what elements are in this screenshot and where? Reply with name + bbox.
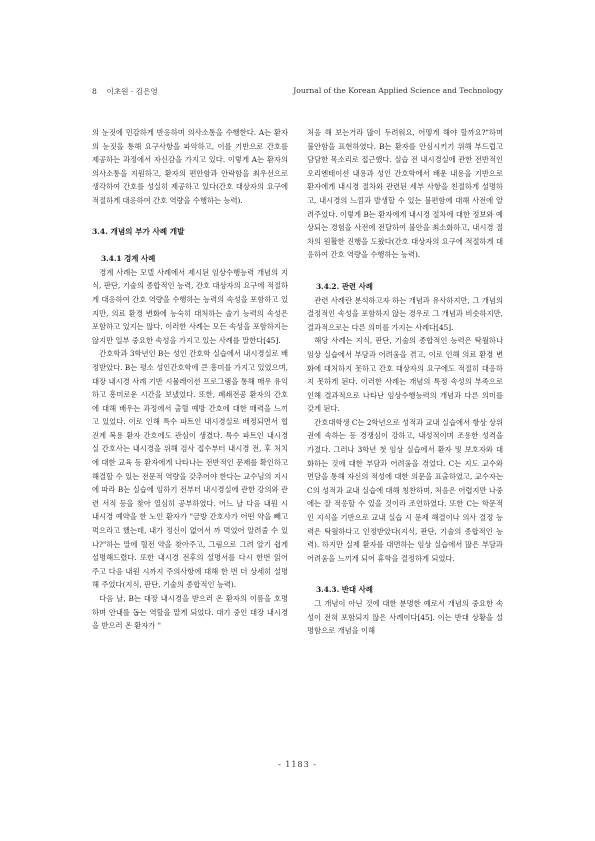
right-column [307,126,503,638]
left-paragraph-3: 간호학과 3학년인 B는 성인 간호학 실습에서 내시경실로 배정받았다. B는 평소 성인간호학에 큰 흥미를 가지고 있었으며, 대장 내시경 사례 기반 시뮬레이션 프로그램을 통해 매우 유익하고 흥미로운 시간을 보냈었다. 또한, 폐쇄전공 환자의 간호에 대해 배우는 과정에서 출혈 예방 간호에 대한 매력을 느끼고 있었다. 이로 인해 특수 파트인 내시경실로 배정되면서 협진계 복용 환자 간호에도 관심이 생겼다. 특수 파트인 내시경실 간호사는 내시경을 위해 검사 접수부터 내시경 전, 후 처치에 대한 교육 등 환자에게 나타나는 전반적인 문제를 확인하고 해결할 수 있는 전문적 역량을 갖추어야 한다는 교수님의 지시에 따라 B는 실습에 임하기 전부터 내시경실에 관한 강의와 관련 서적 등을 찾아 열심히 공부하였다. 어느 날 다음 내원 시 내시경 예약을 한 노인 환자가 "금방 간호사가 어떤 약을 빼고 먹으라고 했는데, 내가 정신이 없어서 까 먹었어 알려줄 수 있나?"하는 말에 혈전 약을 찾아주고, 그림으로 그려 알기 쉽게 설명해드렸다. 또한 내시경 전후의 설명서를 다시 한번 읽어 주고 다음 내원 시까지 주의사항에 대해 한 번 더 상세히 설명해 주었다(지식, 판단, 기술의 종합적인 능력). [92,349,288,590]
page-number: - 1183 - [278,760,317,769]
subsection-heading-related-case: 3.4.2. 관련 사례 [316,281,373,291]
right-paragraph-5: 그 개념이 아닌 것에 대한 분명한 예로서 개념의 중요한 속성이 전혀 포함되지 않은 사례이다[45]. 이는 반대 상황을 설명함으로 개념을 이해 [307,599,503,636]
right-paragraph-2: 관련 사례란 분석하고자 하는 개념과 유사하지만, 그 개념의 결정적인 속성을 포함하지 않는 경우로 그 개념과 비슷하지만, 결과적으로는 다른 의미를 가지는 사례다[45]. [307,295,503,332]
section-heading: 3.4. 개념의 부가 사례 개발 [92,226,185,236]
subsection-heading-boundary-case: 3.4.1 경계 사례 [101,254,156,264]
authors: 이초원 · 김은영 [106,87,158,96]
left-paragraph-2: 경계 사례는 모델 사례에서 제시된 임상수행능력 개념의 지식, 판단, 기술의 종합적인 능력, 간호 대상자의 요구에 적절하게 대응하여 간호 역량을 수행하는 능력의 속성을 포함하고 있지만, 의료 환경 변화에 능숙히 대처하는 술기 능력의 속성은 포함하고 있지는 않다. 이러한 사례는 모든 속성을 포함하지는 않지만 일부 중요한 속성을 가지고 있는 사례를 말한다[45]. [92,267,288,345]
left-paragraph-1: 의 눈짓에 민감하게 반응하며 의사소통을 수행한다. A는 환자의 눈짓을 통해 요구사항을 파악하고, 이를 기반으로 간호를 제공하는 과정에서 자신감을 가지고 있다. 이렇게 A는 환자의 의사소통을 지원하고, 환자의 편안함과 안락함을 최우선으로 생각하여 간호를 성실히 제공하고 있다(간호 대상자의 요구에 적절하게 대응하여 간호 역량을 수행하는 능력). [92,128,288,205]
running-head-left [92,86,158,97]
left-column [92,126,288,633]
right-paragraph-3: 해당 사례는 지식, 판단, 기술의 종합적인 능력은 탁월하나 임상 실습에서 부담과 어려움을 겪고, 이로 인해 의료 환경 변화에 대처하지 못하고 간호 대상자의 요구에도 적절히 대응하지 못하게 된다. 이러한 사례는 개념의 특정 속성의 부족으로 인해 결과적으로 나타난 임상수행능력의 개념과 다른 의미를 갖게 된다. [307,336,503,414]
journal-title: Journal of the Korean Applied Science and Technology [293,86,503,95]
subsection-heading-contrary-case: 3.4.3. 반대 사례 [316,585,373,595]
page-label: 8 [92,87,97,96]
right-paragraph-4: 간호대학생 C는 2학년으로 성적과 교내 실습에서 항상 상위권에 속하는 등 경쟁심이 강하고, 내성적이며 조용한 성격을 가졌다. 그러나 3학년 첫 임상 실습에서 환자 및 보호자와 대화하는 것에 대한 부담과 어려움을 겪었다. C는 지도 교수와 면담을 통해 자신의 적성에 대한 의문을 표출하였고, 교수자는 C의 성적과 교내 실습에 대해 칭찬하며, 처음은 어렵지만 나중에는 잘 적응할 수 있을 것이라 조언하였다. 또한 C는 학문적인 지식을 기반으로 교내 실습 시 문제 해결이나 의사 결정 능력은 탁월하다고 인정받았다(지식, 판단, 기술의 종합적인 능력). 하지만 실제 환자를 대면하는 임상 실습에서 많은 부담과 어려움을 느끼게 되어 휴학을 결정하게 되었다. [307,417,503,563]
right-paragraph-1: 처음 해 보는거라 많이 두려워요, 어떻게 해야 할까요?"하며 불안함을 표현하였다. B는 환자를 안심시키기 위해 부드럽고 담담한 목소리로 접근했다. 실습 전 내시경실에 관한 전반적인 오리엔테이션 내용과 성인 간호학에서 배운 내용을 기반으로 환자에게 내시경 절차와 관련된 세부 사항을 친절하게 설명하고, 내시경의 느낌과 발생할 수 있는 불편함에 대해 사전에 알려주었다. 이렇게 B는 환자에게 내시경 절차에 대한 정보와 예상되는 경험을 사전에 전달하여 불안을 최소화하고, 내시경 절차의 원활한 진행을 도왔다(간호 대상자의 요구에 적절하게 대응하여 간호 역량을 수행하는 능력). [307,128,503,260]
left-paragraph-4: 다음 날, B는 대장 내시경을 받으러 온 환자의 이름을 호명하며 안내를 돕는 역할을 맡게 되었다. 대기 중인 대장 내시경을 받으러 온 환자가 " [92,594,288,631]
running-head [92,86,503,100]
